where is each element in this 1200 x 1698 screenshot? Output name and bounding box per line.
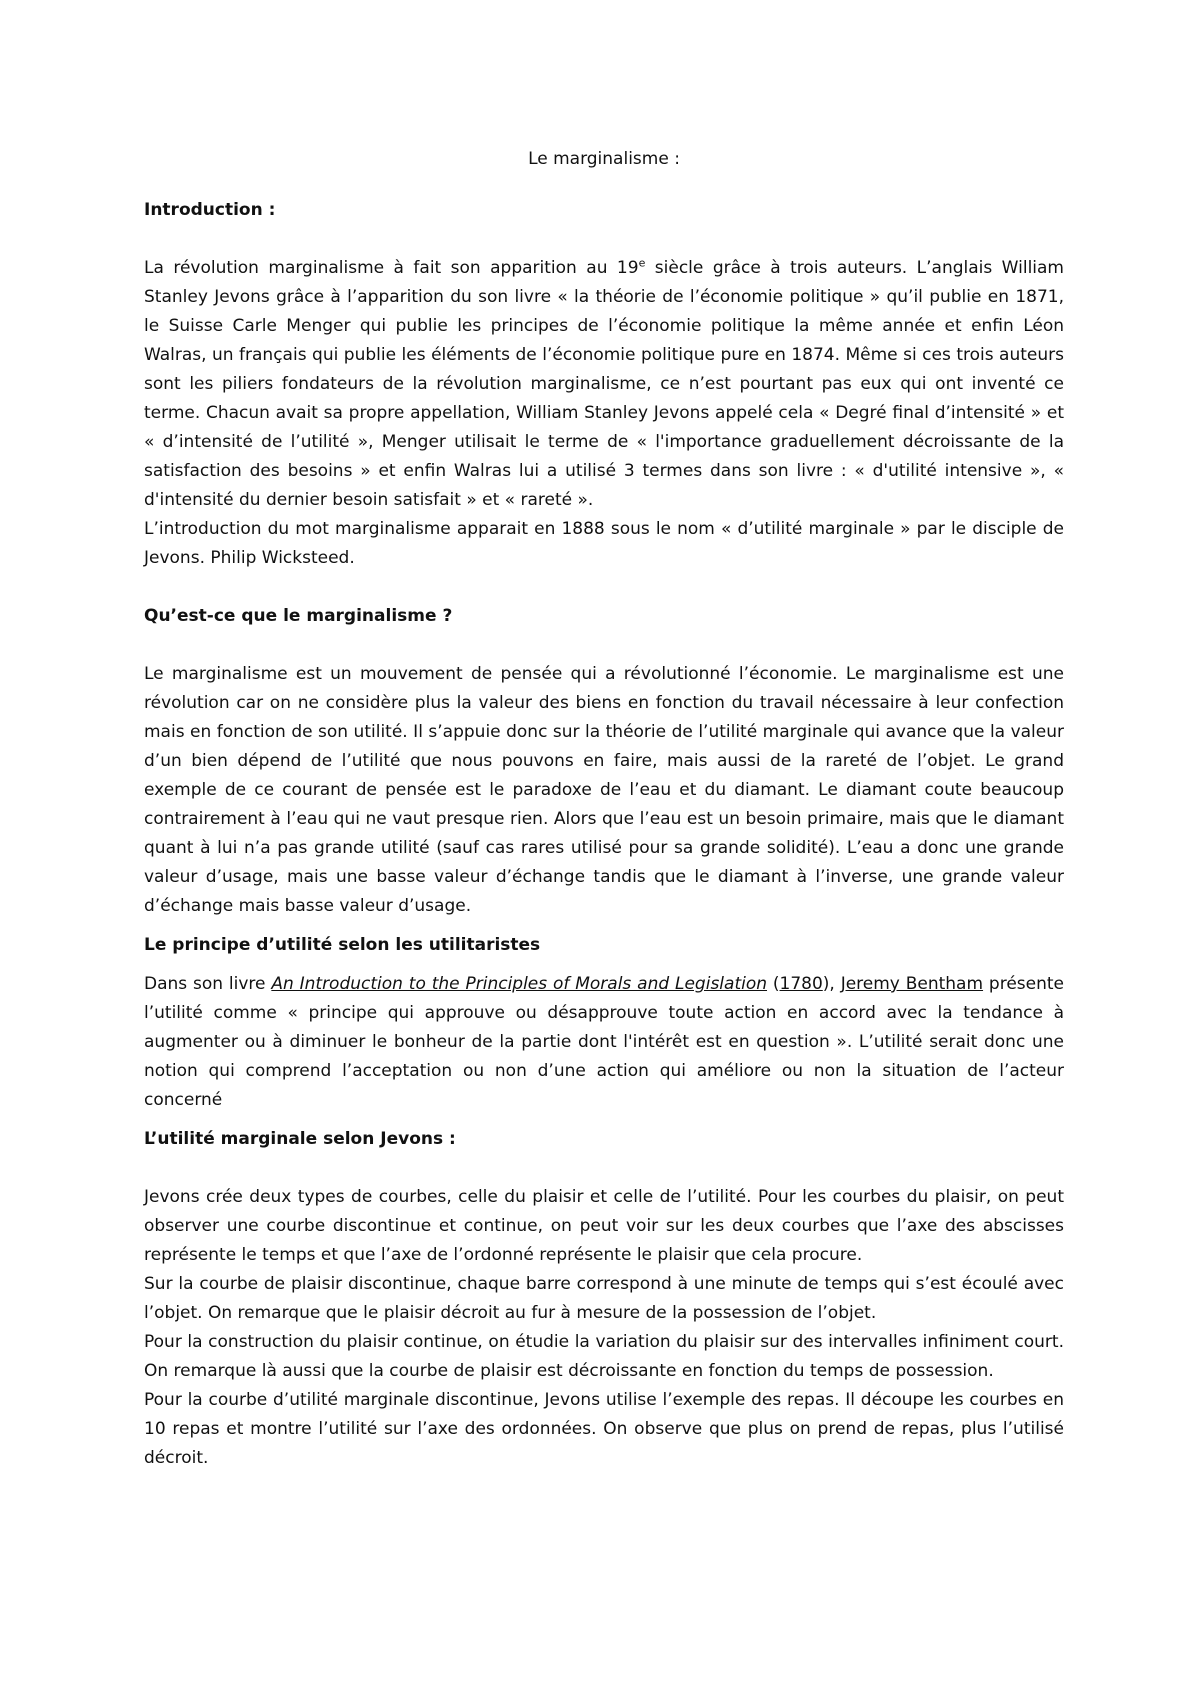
utility-p-suffix: présente l’utilité comme « principe qui approuve ou désapprouve toute action en accord avec la tendance à augmenter ou à diminuer le bonheur de la partie dont l'intérêt est en question ». L’utilité serait donc une notion qui comprend l’acceptation ou non d’une action qui améliore ou non la situation de l’acteur concerné <box>144 974 1064 1110</box>
heading-jevons-marginal-utility: L’utilité marginale selon Jevons : <box>144 1129 456 1149</box>
marginalism-paragraph: Le marginalisme est un mouvement de pensée qui a révolutionné l’économie. Le marginalisme est une révolution car on ne considère plus la valeur des biens en fonction du travail nécessaire à leur confection mais en fonction de son utilité. Il s’appuie donc sur la théorie de l’utilité marginale qui avance que la valeur d’un bien dépend de l’utilité que nous pouvons en faire, mais aussi de la rareté de l’objet. Le grand exemple de ce courant de pensée est le paradoxe de l’eau et du diamant. Le diamant coute beaucoup contrairement à l’eau qui ne vaut presque rien. Alors que l’eau est un besoin primaire, mais que le diamant quant à lui n’a pas grande utilité (sauf cas rares utilisé pour sa grande solidité). L’eau a donc une grande valeur d’usage, mais une basse valeur d’échange tandis que le diamant à l’inverse, une grande valeur d’échange mais basse valeur d’usage. <box>144 664 1064 916</box>
author-link[interactable]: Jeremy Bentham <box>840 974 984 994</box>
intro-paragraph-1 <box>144 254 1064 515</box>
utility-p-prefix: Dans son livre <box>144 974 272 994</box>
year-link[interactable]: 1780 <box>779 974 823 994</box>
document-title: Le marginalisme : <box>528 149 680 169</box>
book-title-link[interactable]: An Introduction to the Principles of Morals and Legislation <box>271 974 768 994</box>
utility-principle-paragraph <box>144 970 1064 1115</box>
utility-p-mid2: ), <box>822 974 841 994</box>
intro-paragraph-2: L’introduction du mot marginalisme apparait en 1888 sous le nom « d’utilité marginale » par le disciple de Jevons. Philip Wicksteed. <box>144 519 1064 568</box>
jevons-paragraph-4: Pour la courbe d’utilité marginale discontinue, Jevons utilise l’exemple des repas. Il découpe les courbes en 10 repas et montre l’utilité sur l’axe des ordonnées. On observe que plus on prend de repas, plus l’utilisé décroit. <box>144 1390 1064 1468</box>
jevons-paragraph-1: Jevons crée deux types de courbes, celle du plaisir et celle de l’utilité. Pour les courbes du plaisir, on peut observer une courbe discontinue et continue, on peut voir sur les deux courbes que l’axe des abscisses représente le temps et que l’axe de l’ordonné représente le plaisir que cela procure. <box>144 1187 1064 1265</box>
jevons-paragraph-2: Sur la courbe de plaisir discontinue, chaque barre correspond à une minute de temps qui s’est écoulé avec l’objet. On remarque que le plaisir décroit au fur à mesure de la possession de l’objet. <box>144 1274 1064 1323</box>
utility-p-mid1: ( <box>767 974 780 994</box>
intro-p1-part-a: La révolution marginalisme à fait son apparition au 19 <box>144 258 639 278</box>
heading-utility-principle: Le principe d’utilité selon les utilitaristes <box>144 935 541 955</box>
superscript-e: e <box>638 256 646 270</box>
intro-p1-part-b: siècle grâce à trois auteurs. L’anglais William Stanley Jevons grâce à l’apparition du son livre « la théorie de l’économie politique » qu’il publie en 1871, le Suisse Carle Menger qui publie les principes de l’économie politique la même année et enfin Léon Walras, un français qui publie les éléments de l’économie politique pure en 1874. Même si ces trois auteurs sont les piliers fondateurs de la révolution marginalisme, ce n’est pourtant pas eux qui ont inventé ce terme. Chacun avait sa propre appellation, William Stanley Jevons appelé cela « Degré final d’intensité » et « d’intensité de l’utilité », Menger utilisait le terme de « l'importance graduellement décroissante de la satisfaction des besoins » et enfin Walras lui a utilisé 3 termes dans son livre : « d'utilité intensive », « d'intensité du dernier besoin satisfait » et « rareté ». <box>144 258 1064 510</box>
jevons-paragraph-3: Pour la construction du plaisir continue, on étudie la variation du plaisir sur des intervalles infiniment court. On remarque là aussi que la courbe de plaisir est décroissante en fonction du temps de possession. <box>144 1332 1064 1381</box>
heading-introduction: Introduction : <box>144 200 276 220</box>
heading-what-is-marginalism: Qu’est-ce que le marginalisme ? <box>144 606 453 626</box>
